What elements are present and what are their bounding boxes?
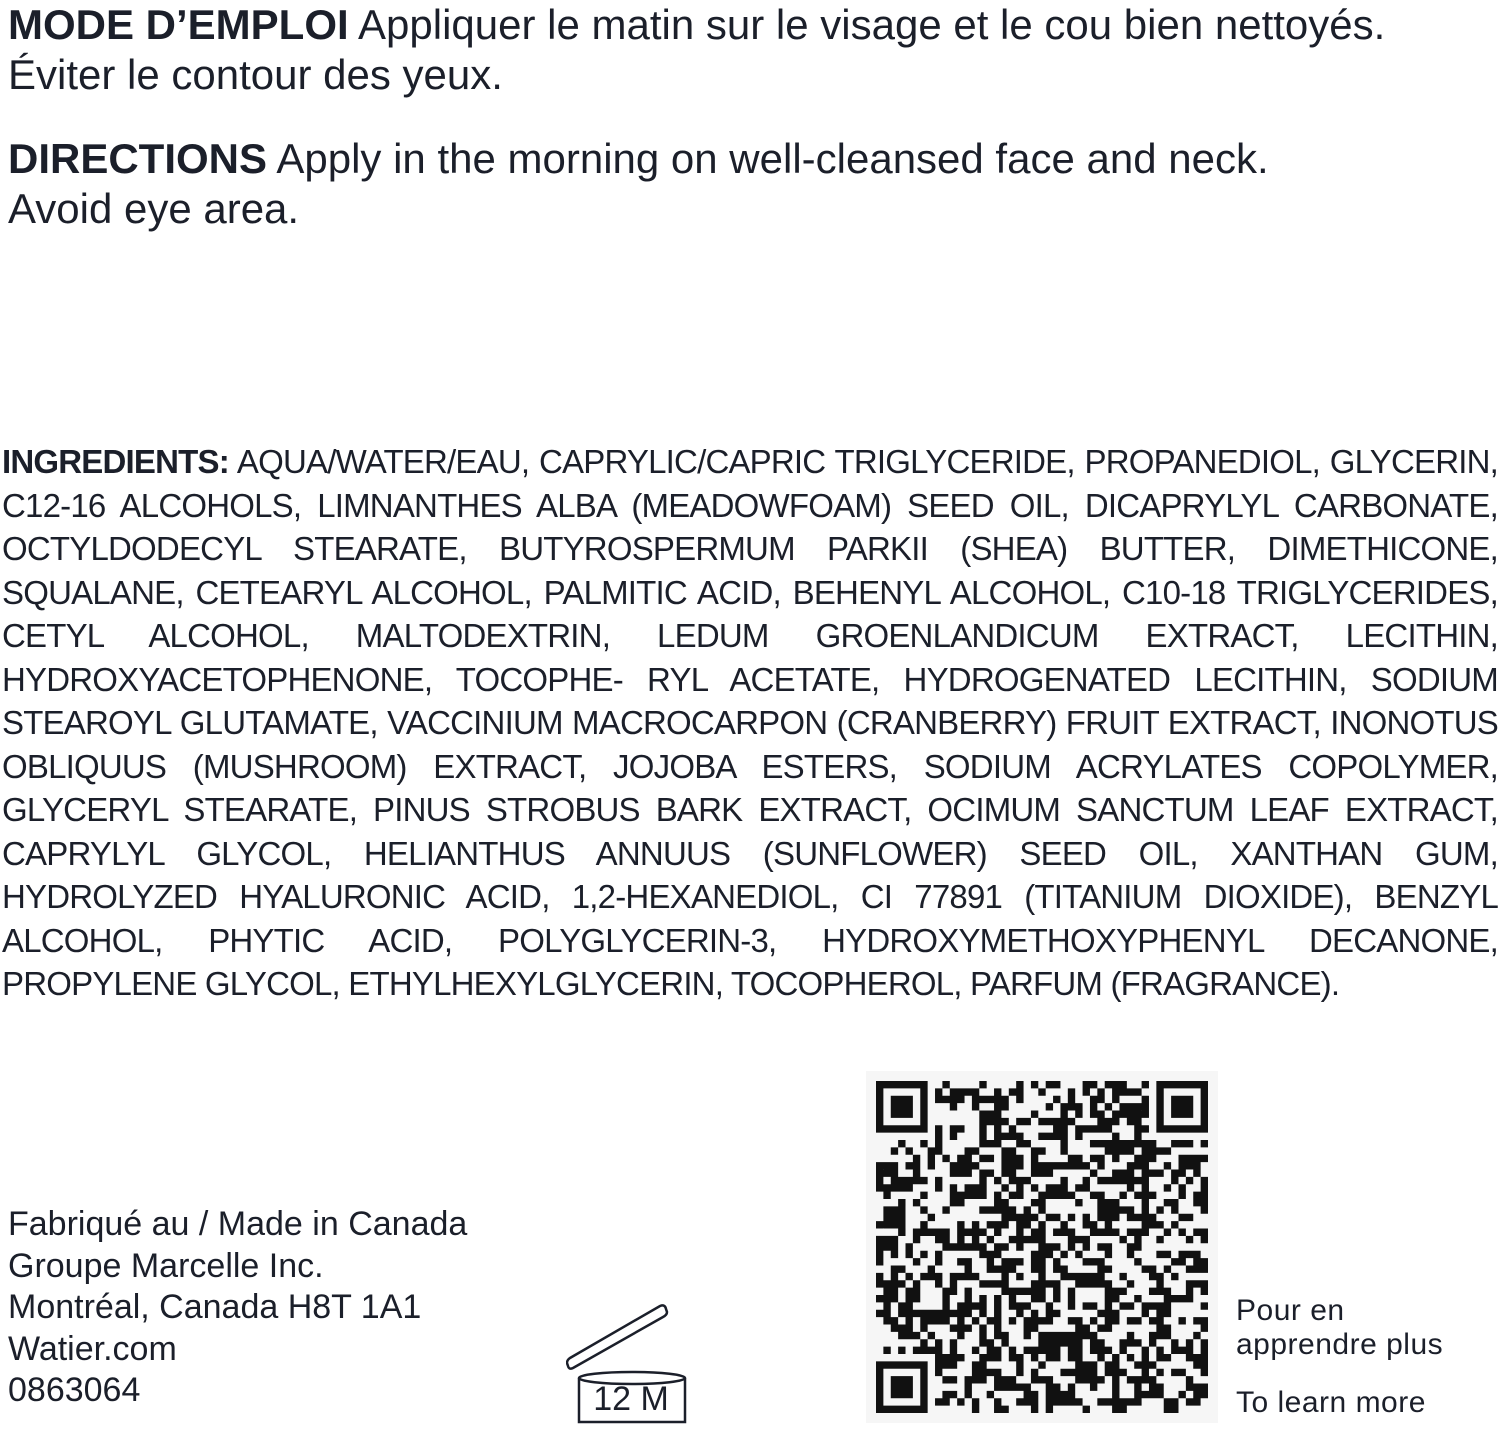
directions-section [8,134,1448,234]
qr-caption [1236,1294,1443,1420]
ingredients-list [2,440,1498,1006]
company-name: Groupe Marcelle Inc. [8,1246,324,1285]
product-code: 0863064 [8,1371,141,1409]
qr-caption-fr-line2: apprendre plus [1236,1328,1444,1361]
directions-text-line1: Apply in the morning on well-cleansed face and neck. [267,135,1269,182]
made-in-line: Fabriqué au / Made in Canada [8,1205,468,1243]
manufacturer-info [8,1204,467,1412]
company-address: Montréal, Canada H8T 1A1 [8,1288,422,1326]
ingredients-label: INGREDIENTS: [2,443,229,480]
directions-label: DIRECTIONS [8,135,268,182]
qr-caption-fr-line1: Pour en [1236,1294,1345,1327]
mode-emploi-label: MODE D’EMPLOI [8,1,349,48]
pao-label: 12 M [593,1380,669,1418]
mode-emploi-text-line2: Éviter le contour des yeux. [8,51,503,98]
mode-emploi-section [8,0,1448,100]
qr-caption-en: To learn more [1236,1386,1426,1419]
ingredients-text: AQUA/WATER/EAU, CAPRYLIC/CAPRIC TRIGLYCERIDE, PROPANEDIOL, GLYCERIN, C12-16 ALCOHOLS, LIMNANTHES ALBA (MEADOWFOAM) SEED OIL, DICAPRYLYL CARBONATE, OCTYLDODECYL STEARATE, BUTYROSPERMUM PARKII (SHEA) BUTTER, DIMETHICONE, SQUALANE, CETEARYL ALCOHOL, PALMITIC ACID, BEHENYL ALCOHOL, C10-18 TRIGLYCERIDES, CETYL ALCOHOL, MALTODEXTRIN, LEDUM GROENLANDICUM EXTRACT, LECITHIN, HYDROXYACETOPHENONE, TOCOPHE- RYL ACETATE, HYDROGENATED LECITHIN, SODIUM STEAROYL GLUTAMATE, VACCINIUM MACROCARPON (CRANBERRY) FRUIT EXTRACT, INONOTUS OBLIQUUS (MUSHROOM) EXTRACT, JOJOBA ESTERS, SODIUM ACRYLATES COPOLYMER, GLYCERYL STEARATE, PINUS STROBUS BARK EXTRACT, OCIMUM SANCTUM LEAF EXTRACT, CAPRYLYL GLYCOL, HELIANTHUS ANNUUS (SUNFLOWER) SEED OIL, XANTHAN GUM, HYDROLYZED HYALURONIC ACID, 1,2-HEXANEDIOL, CI 77891 (TITANIUM DIOXIDE), BENZYL ALCOHOL, PHYTIC ACID, POLYGLYCERIN-3, HYDROXYMETHOXYPHENYL DECANONE, PROPYLENE GLYCOL, ETHYLHEXYLGLYCERIN, TOCOPHEROL, PARFUM (FRAGRANCE). [2,443,1498,1002]
mode-emploi-text-line1: Appliquer le matin sur le visage et le cou bien nettoyés. [348,1,1386,48]
directions-text-line2: Avoid eye area. [8,185,300,232]
qr-code-icon [866,1071,1218,1423]
company-website: Watier.com [8,1329,177,1368]
